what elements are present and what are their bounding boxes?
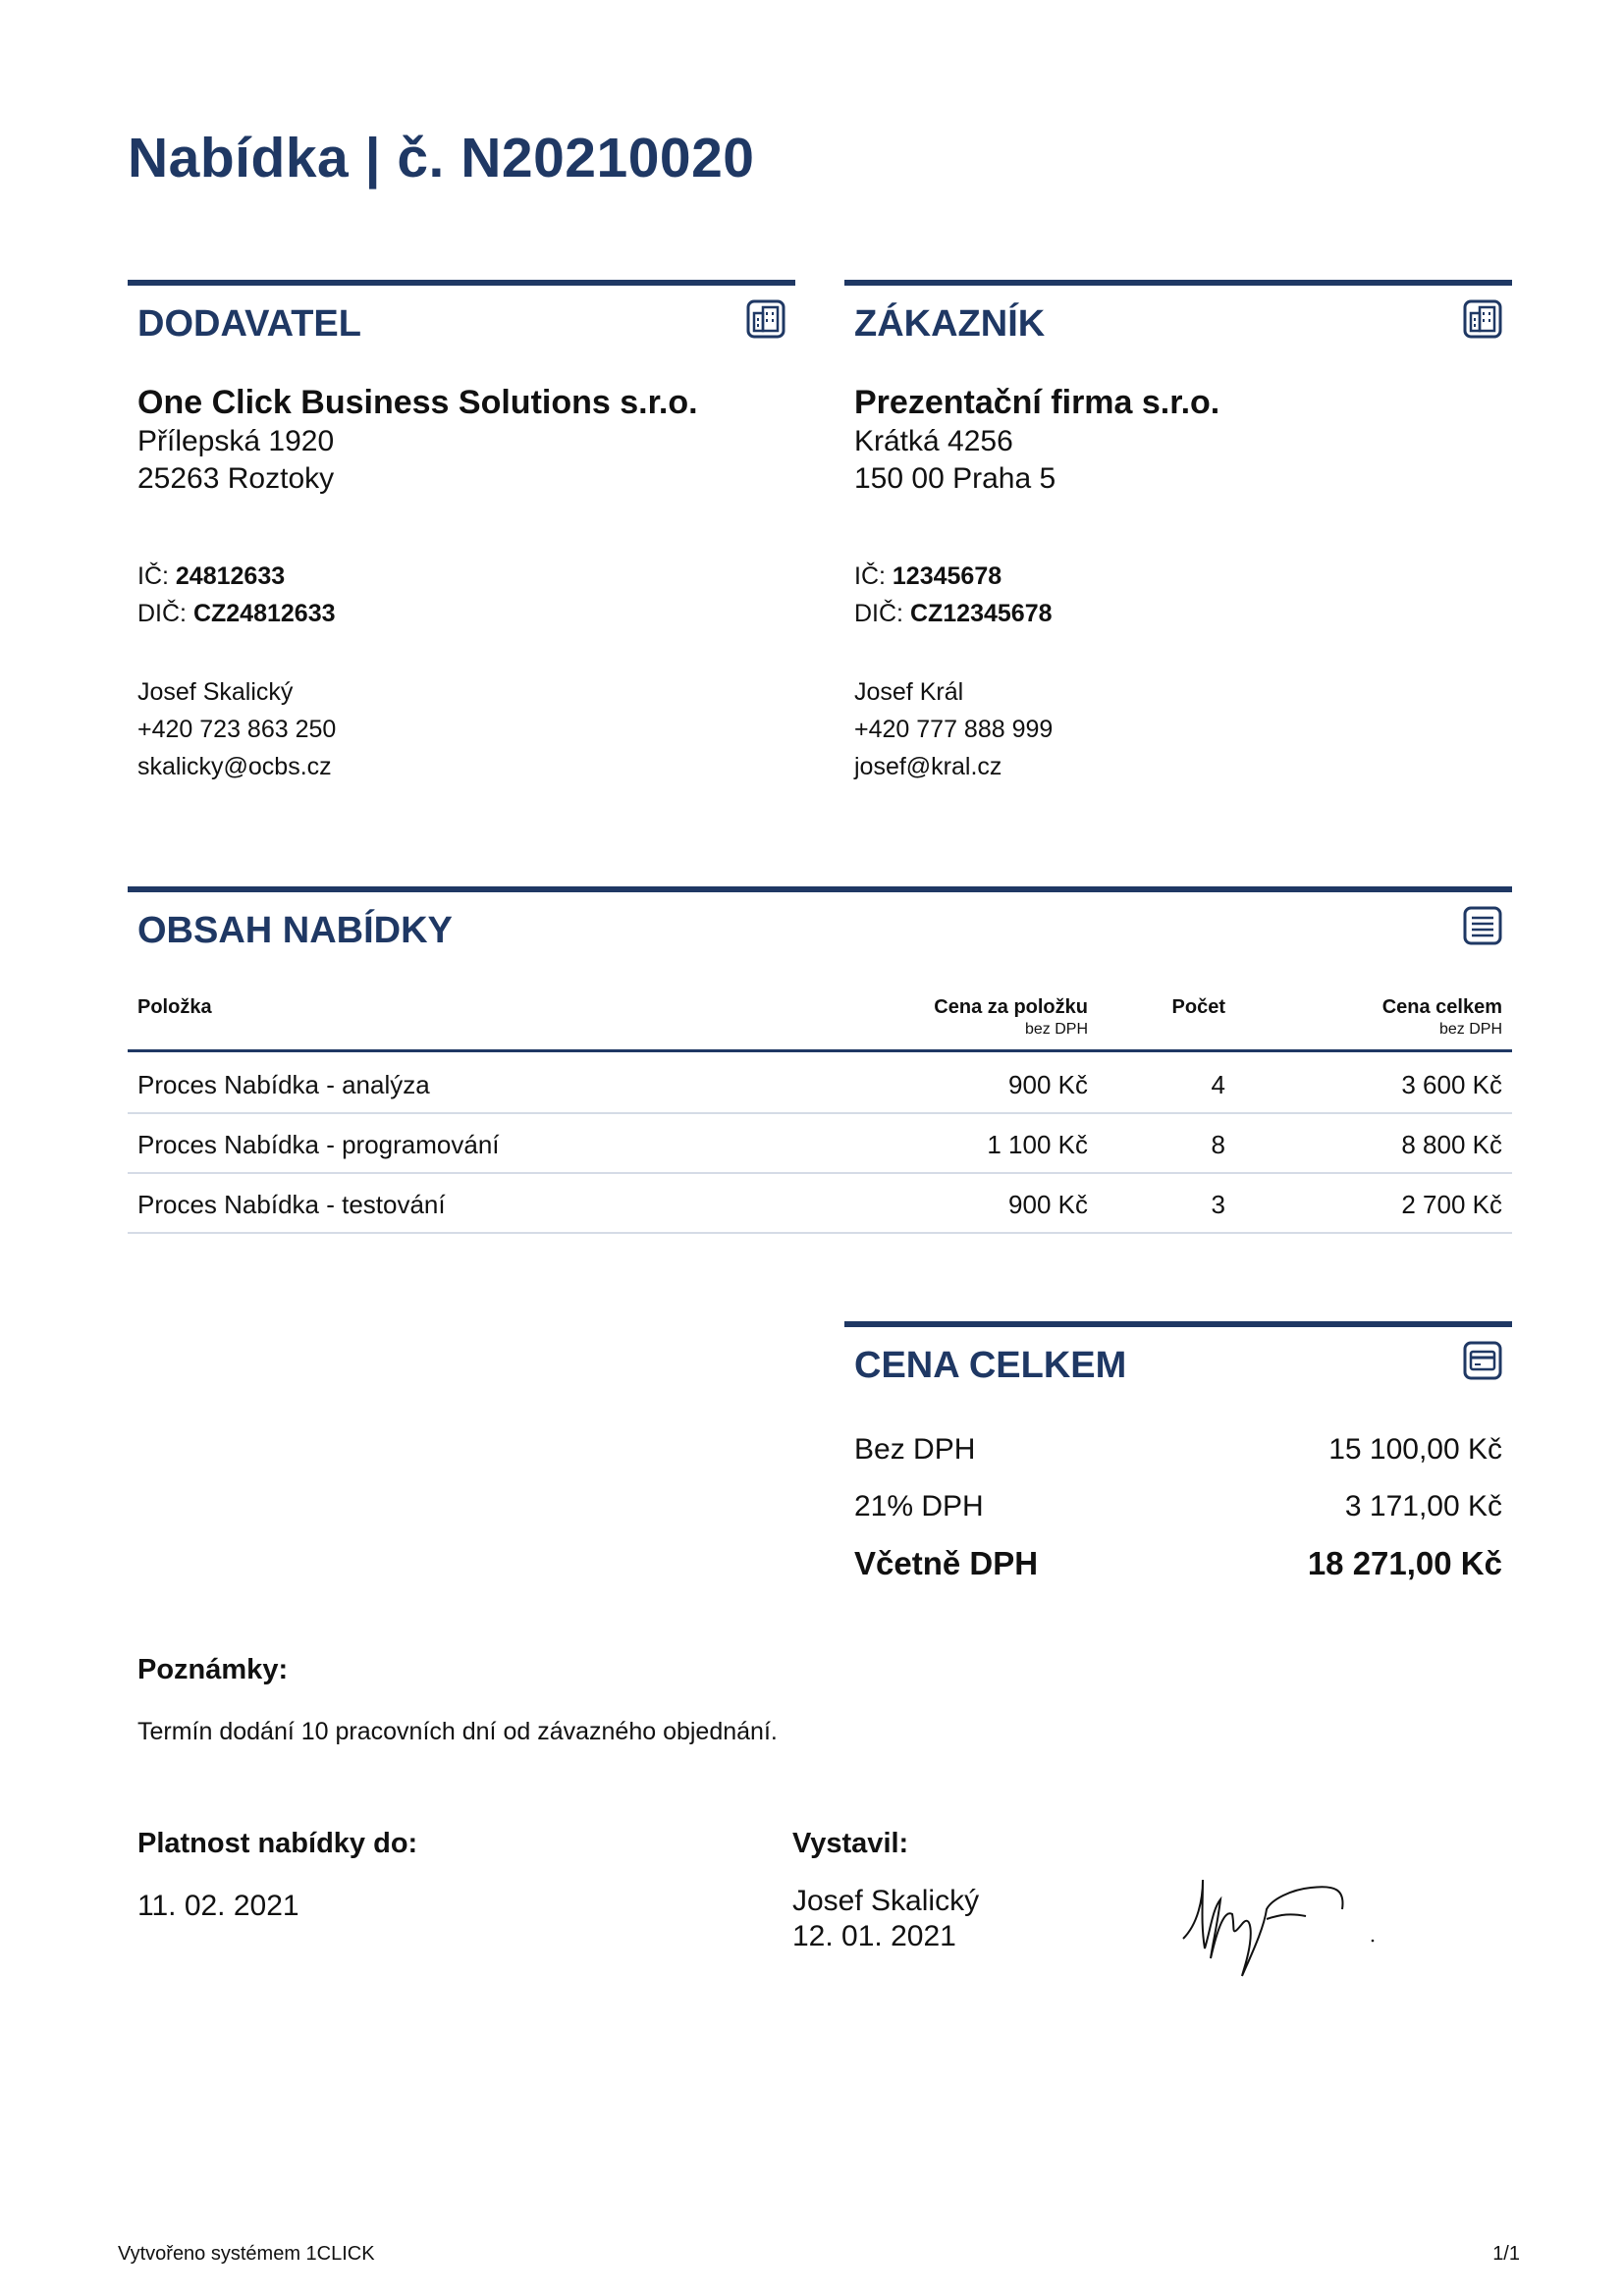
item-unit-price: 900 Kč [1008,1190,1088,1219]
items-section [128,886,1512,1236]
customer-email: josef@kral.cz [854,753,1002,780]
supplier-email: skalicky@ocbs.cz [137,753,332,780]
supplier-section [128,280,795,816]
total-without-vat-label: Bez DPH [854,1433,976,1466]
supplier-street: Přílepská 1920 [137,425,335,457]
customer-name: Prezentační firma s.r.o. [854,384,1220,421]
issued-name: Josef Skalický [792,1885,980,1917]
supplier-contact-name: Josef Skalický [137,678,294,706]
item-name: Proces Nabídka - programování [137,1130,500,1159]
total-with-vat-label: Včetně DPH [854,1545,1039,1581]
footer-page-number: 1/1 [1492,2243,1520,2265]
supplier-phone: +420 723 863 250 [137,716,337,743]
col-total: Cena celkem [1381,996,1502,1018]
totals-section [844,1321,1512,1602]
notes-label: Poznámky: [137,1654,289,1685]
item-total: 8 800 Kč [1401,1130,1502,1159]
notes-text: Termín dodání 10 pracovních dní od závazného objednání. [137,1718,778,1745]
validity-label: Platnost nabídky do: [137,1828,418,1859]
customer-ic: IČ: 12345678 [854,562,1002,590]
vat-label: 21% DPH [854,1490,984,1522]
item-name: Proces Nabídka - testování [137,1190,446,1219]
col-unit-price: Cena za položku [934,996,1088,1018]
totals-heading: CENA CELKEM [854,1345,1127,1386]
customer-city: 150 00 Praha 5 [854,462,1056,495]
item-unit-price: 900 Kč [1008,1070,1088,1099]
table-row [128,1112,1512,1174]
customer-phone: +420 777 888 999 [854,716,1054,743]
item-name: Proces Nabídka - analýza [137,1070,430,1099]
customer-street: Krátká 4256 [854,425,1013,457]
building-icon [1463,299,1502,339]
footer-generated-by: Vytvořeno systémem 1CLICK [118,2243,375,2265]
customer-heading: ZÁKAZNÍK [854,303,1046,345]
table-row [128,1052,1512,1114]
items-heading: OBSAH NABÍDKY [137,910,453,951]
item-qty: 3 [1211,1190,1225,1219]
card-icon [1463,1341,1502,1380]
col-unit-price-note: bez DPH [1024,1021,1088,1038]
issued-date: 12. 01. 2021 [792,1920,956,1952]
issued-label: Vystavil: [792,1828,909,1859]
items-table [128,892,1512,1236]
supplier-heading: DODAVATEL [137,303,361,345]
table-row [128,1172,1512,1234]
document-title: Nabídka | č. N20210020 [128,127,755,189]
col-qty: Počet [1171,996,1225,1018]
customer-dic: DIČ: CZ12345678 [854,600,1053,627]
total-with-vat-value: 18 271,00 Kč [1307,1545,1502,1581]
signature [1173,1870,1389,1978]
supplier-dic: DIČ: CZ24812633 [137,600,336,627]
customer-contact-name: Josef Král [854,678,964,706]
item-qty: 4 [1211,1070,1225,1099]
vat-value: 3 171,00 Kč [1344,1490,1502,1522]
validity-date: 11. 02. 2021 [137,1890,299,1922]
col-item: Položka [137,996,212,1018]
supplier-city: 25263 Roztoky [137,462,335,495]
supplier-ic: IČ: 24812633 [137,562,286,590]
item-qty: 8 [1211,1130,1225,1159]
supplier-name: One Click Business Solutions s.r.o. [137,384,698,421]
item-unit-price: 1 100 Kč [987,1130,1088,1159]
total-without-vat-value: 15 100,00 Kč [1328,1433,1502,1466]
customer-section [844,280,1512,816]
building-icon [746,299,785,339]
col-total-note: bez DPH [1438,1021,1502,1038]
item-total: 3 600 Kč [1401,1070,1502,1099]
item-total: 2 700 Kč [1401,1190,1502,1219]
